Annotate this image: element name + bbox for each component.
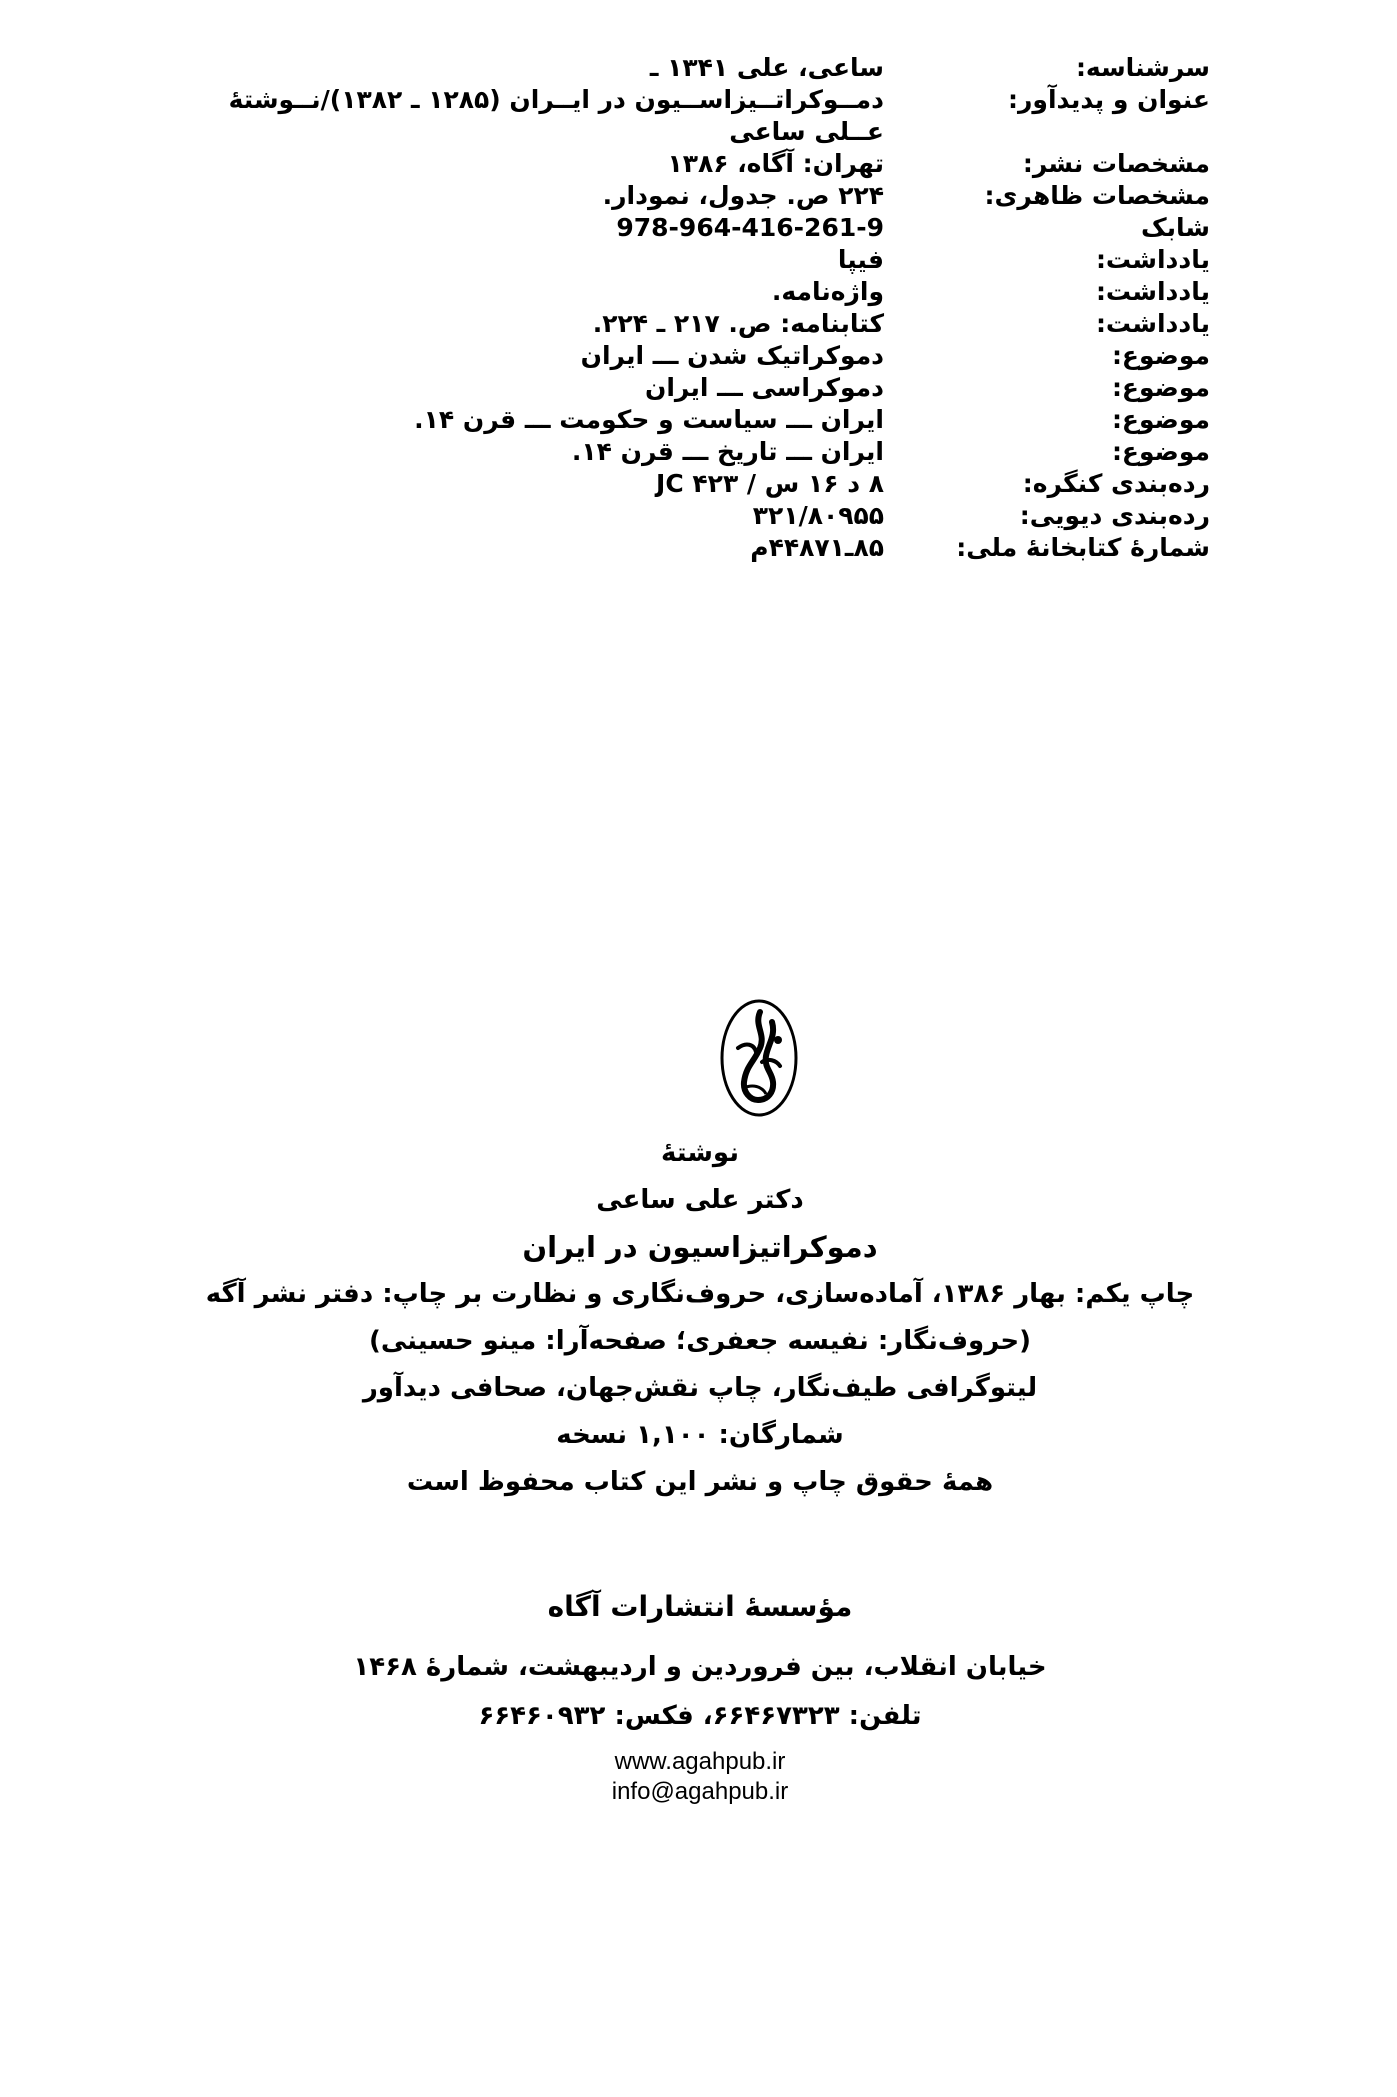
cip-value: ۸۵ـ۴۴۸۷۱م xyxy=(750,533,884,562)
cip-row-note xyxy=(180,244,1210,276)
cip-row-dewey-classification xyxy=(180,500,1210,532)
cip-label: موضوع: xyxy=(1111,341,1210,370)
cip-label: رده‌بندی کنگره: xyxy=(1022,469,1210,498)
cip-label: عنوان و پدیدآور: xyxy=(1008,85,1210,114)
cip-label: یادداشت: xyxy=(1095,309,1210,338)
cip-label: یادداشت: xyxy=(1095,245,1210,274)
book-title: دموکراتیزاسیون در ایران xyxy=(522,1230,878,1264)
cip-row-subject xyxy=(180,436,1210,468)
cip-row-note xyxy=(180,308,1210,340)
cip-label: شابک xyxy=(1141,213,1210,242)
cip-value: واژه‌نامه. xyxy=(771,277,884,306)
cip-value: دموکراسی ـــ ایران xyxy=(645,373,884,402)
cip-row-note xyxy=(180,276,1210,308)
cip-label: یادداشت: xyxy=(1095,277,1210,306)
copyright-line: همهٔ حقوق چاپ و نشر این کتاب محفوظ است xyxy=(406,1467,994,1497)
publisher-name: مؤسسهٔ انتشارات آگاه xyxy=(547,1590,853,1623)
cip-row-subject xyxy=(180,340,1210,372)
cip-row-national-library-number xyxy=(180,532,1210,564)
author-name: دکتر علی ساعی xyxy=(596,1185,804,1215)
cip-value: دمــوکراتــیزاســیون در ایــران (۱۲۸۵ ـ ۱۳۸۲)/نــوشتهٔ عــلی ساعی xyxy=(228,85,884,146)
cip-row-isbn xyxy=(180,212,1210,244)
cip-label: سرشناسه: xyxy=(1075,53,1210,82)
cip-value: ایران ـــ تاریخ ـــ قرن ۱۴. xyxy=(571,437,884,466)
cip-value: ۲۲۴ ص. جدول، نمودار. xyxy=(602,181,884,210)
cip-row-subject xyxy=(180,372,1210,404)
publisher-block xyxy=(200,1590,1200,1808)
cip-value: فیپا xyxy=(837,245,884,274)
publisher-logo-icon xyxy=(716,996,802,1120)
cip-value: کتابنامه: ص. ۲۱۷ ـ ۲۲۴. xyxy=(592,309,884,338)
cip-row-lc-classification xyxy=(180,468,1210,500)
cip-row-subject xyxy=(180,404,1210,436)
publisher-website: www.agahpub.ir xyxy=(614,1748,786,1775)
cip-value: دموکراتیک شدن ـــ ایران xyxy=(580,341,884,370)
cip-label: موضوع: xyxy=(1111,405,1210,434)
circulation-line: شمارگان: ۱,۱۰۰ نسخه xyxy=(556,1420,844,1450)
publisher-email: info@agahpub.ir xyxy=(611,1778,789,1805)
cip-row-title-statement xyxy=(180,84,1210,148)
cip-label: موضوع: xyxy=(1111,373,1210,402)
written-by-label: نوشتهٔ xyxy=(660,1138,739,1168)
typesetter-line: (حروف‌نگار: نفیسه جعفری؛ صفحه‌آرا: مینو حسینی) xyxy=(368,1326,1032,1356)
cip-value xyxy=(180,212,1014,244)
cip-label: مشخصات ظاهری: xyxy=(984,181,1210,210)
cip-value: ساعی، علی ۱۳۴۱ ـ xyxy=(649,53,884,82)
cip-row-physical-description xyxy=(180,180,1210,212)
cataloging-in-publication-block xyxy=(180,52,1210,564)
cip-row-publication xyxy=(180,148,1210,180)
cip-value: ایران ـــ سیاست و حکومت ـــ قرن ۱۴. xyxy=(414,405,884,434)
cip-value: ۸ د ۱۶ س / ۴۲۳ JC xyxy=(656,469,884,498)
cip-label: رده‌بندی دیویی: xyxy=(1019,501,1210,530)
cip-label: شمارهٔ کتابخانهٔ ملی: xyxy=(956,533,1210,562)
print-edition-line: چاپ یکم: بهار ۱۳۸۶، آماده‌سازی، حروف‌نگاری و نظارت بر چاپ: دفتر نشر آگه xyxy=(205,1279,1195,1309)
isbn-number: 978-964-416-261-9 xyxy=(616,213,884,242)
cip-value: تهران: آگاه، ۱۳۸۶ xyxy=(667,149,884,178)
cip-value: ۳۲۱/۸۰۹۵۵ xyxy=(752,501,884,530)
publisher-address: خیابان انقلاب، بین فروردین و اردیبهشت، شمارهٔ ۱۴۶۸ xyxy=(353,1652,1047,1682)
colophon-block xyxy=(200,1136,1200,1512)
cip-row-main-entry xyxy=(180,52,1210,84)
publisher-phone-fax: تلفن: ۶۶۴۶۷۳۲۳، فکس: ۶۶۴۶۰۹۳۲ xyxy=(478,1701,922,1731)
cip-label: مشخصات نشر: xyxy=(1022,149,1210,178)
lithography-line: لیتوگرافی طیف‌نگار، چاپ نقش‌جهان، صحافی دیدآور xyxy=(362,1373,1038,1403)
cip-label: موضوع: xyxy=(1111,437,1210,466)
